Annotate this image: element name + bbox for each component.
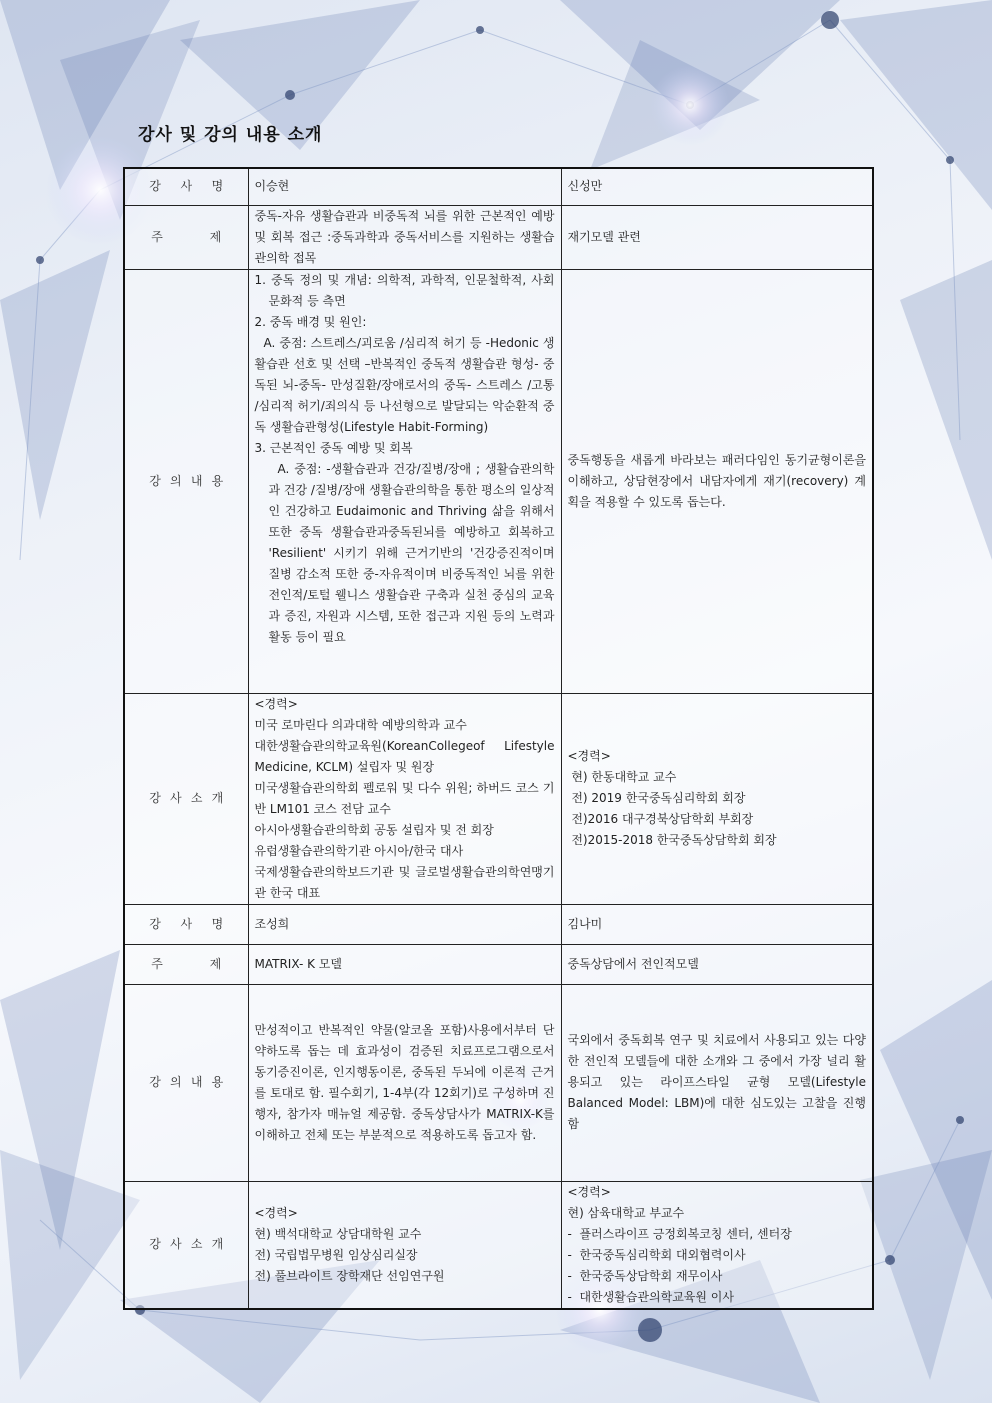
label-cell bbox=[124, 205, 248, 269]
table-row bbox=[124, 269, 873, 693]
content-item-2: 2. 중독 배경 및 원인: bbox=[254, 314, 367, 329]
intro-a bbox=[248, 1181, 561, 1309]
intro-line: <경력> bbox=[254, 696, 298, 711]
intro-line: 전) 풀브라이트 장학재단 선임연구원 bbox=[254, 1268, 445, 1283]
intro-line: 국제생활습관의학보드기관 및 글로벌생활습관의학연맹기관 한국 대표 bbox=[254, 864, 555, 900]
intro-label: 강 사 소 개 bbox=[149, 1237, 224, 1252]
intro-line: <경력> bbox=[254, 1205, 298, 1220]
label-cell bbox=[124, 944, 248, 984]
label-cell bbox=[124, 168, 248, 205]
table-row bbox=[124, 168, 873, 205]
topic-label: 주 제 bbox=[151, 956, 222, 971]
topic-b: 재기모델 관련 bbox=[561, 205, 873, 269]
intro-line: 미국생활습관의학회 펠로워 및 다수 위원; 하버드 코스 기반 LM101 코스 전담 교수 bbox=[254, 780, 555, 816]
intro-line: 현) 한동대학교 교수 bbox=[567, 770, 677, 784]
intro-b bbox=[561, 1181, 873, 1309]
intro-line: 전)2016 대구경북상담학회 부회장 bbox=[567, 812, 754, 826]
intro-line: 현) 백석대학교 상담대학원 교수 bbox=[254, 1226, 422, 1241]
content-b: 국외에서 중독회복 연구 및 치료에서 사용되고 있는 다양한 전인적 모델들에 대한 소개와 그 중에서 가장 널리 활용되고 있는 라이프스타일 균형 모델(Lifestyle Balanced Model: LBM)에 대한 심도있는 고찰을 진행함 bbox=[561, 984, 873, 1181]
label-cell bbox=[124, 904, 248, 944]
instructor-a: 조성희 bbox=[248, 904, 561, 944]
table-row bbox=[124, 693, 873, 904]
topic-a: 중독-자유 생활습관과 비중독적 뇌를 위한 근본적인 예방 및 회복 접근 :중독과학과 중독서비스를 지원하는 생활습관의학 접목 bbox=[248, 205, 561, 269]
content-item-2-body: A. 중점: 스트레스/괴로움 /심리적 허기 등 -Hedonic 생활습관 선호 및 선택 –반복적인 중독적 생활습관 형성- 중독된 뇌-중독- 만성질환/장애로서의 중독- 스트레스 /고통 /심리적 허기/죄의식 등 나선형으로 발달되는 악순환적 중독 생활습관형성(Lifestyle Habit-Forming) bbox=[254, 335, 555, 434]
content-a: 만성적이고 반복적인 약물(알코올 포함)사용에서부터 단약하도록 돕는 데 효과성이 검증된 치료프로그램으로서 동기증진이론, 인지행동이론, 중독된 두뇌에 이론적 근거를 토대로 함. 필수회기, 1-4부(각 12회기)로 구성하며 진행자, 참가자 매뉴얼 제공함. 중독상담사가 MATRIX-K를 이해하고 전체 또는 부분적으로 적용하도록 돕고자 함. bbox=[248, 984, 561, 1181]
intro-line: - 플러스라이프 긍정회복코칭 센터, 센터장 bbox=[567, 1226, 792, 1241]
instructor-b: 김나미 bbox=[561, 904, 873, 944]
content-label: 강 의 내 용 bbox=[149, 1075, 224, 1089]
label-cell bbox=[124, 1181, 248, 1309]
intro-line: 전)2015-2018 한국중독상담학회 회장 bbox=[567, 833, 777, 847]
intro-line: - 대한생활습관의학교육원 이사 bbox=[567, 1289, 734, 1304]
table-row bbox=[124, 984, 873, 1181]
instructor-b: 신성만 bbox=[561, 168, 873, 205]
instructor-a: 이승현 bbox=[248, 168, 561, 205]
table-row bbox=[124, 1181, 873, 1309]
intro-line: 유럽생활습관의학기관 아시아/한국 대사 bbox=[254, 843, 464, 858]
intro-line: 대한생활습관의학교육원(KoreanCollegeof Lifestyle Medicine, KCLM) 설립자 및 원장 bbox=[254, 738, 555, 774]
instructor-label: 강 사 명 bbox=[149, 916, 224, 931]
intro-line: - 한국중독심리학회 대외협력이사 bbox=[567, 1247, 746, 1262]
label-cell bbox=[124, 269, 248, 693]
intro-line: <경력> bbox=[567, 1184, 611, 1199]
content-item-3: 3. 근본적인 중독 예방 및 회복 bbox=[254, 440, 413, 455]
intro-line: 미국 로마린다 의과대학 예방의학과 교수 bbox=[254, 717, 467, 732]
intro-line: <경력> bbox=[567, 749, 611, 763]
table-row bbox=[124, 904, 873, 944]
label-cell bbox=[124, 984, 248, 1181]
content-item-3-body: A. 중점: -생활습관과 건강/질병/장애 ; 생활습관의학과 건강 /질병/장애 생활습관의학을 통한 평소의 일상적인 건강하고 Eudaimonic and Thriving 삶을 위해서 또한 중독 생활습관과중독된뇌를 예방하고 회복하고 'Resilient' 시키기 위해 근거기반의 '건강증진적이며 질병 감소적 또한 중-자유적이며 비중독적인 뇌를 위한 전인적/토털 웰니스 생활습관 구축과 실천 중심의 교육과 증진, 자원과 시스템, 또한 접근과 지원 등의 노력과 활동 등이 필요 bbox=[268, 461, 555, 644]
topic-b: 중독상담에서 전인적모델 bbox=[561, 944, 873, 984]
table-row bbox=[124, 944, 873, 984]
intro-line: - 한국중독상담학회 재무이사 bbox=[567, 1268, 723, 1283]
intro-line: 전) 2019 한국중독심리학회 회장 bbox=[567, 791, 746, 805]
intro-a bbox=[248, 693, 561, 904]
intro-line: 현) 삼육대학교 부교수 bbox=[567, 1205, 685, 1220]
topic-a: MATRIX- K 모델 bbox=[248, 944, 561, 984]
content-label: 강 의 내 용 bbox=[149, 473, 224, 488]
label-cell bbox=[124, 693, 248, 904]
intro-label: 강 사 소 개 bbox=[149, 791, 224, 805]
instructor-label: 강 사 명 bbox=[149, 179, 224, 194]
page-title: 강사 및 강의 내용 소개 bbox=[138, 125, 323, 145]
intro-line: 아시아생활습관의학회 공동 설립자 및 전 회장 bbox=[254, 822, 494, 837]
content-b: 중독행동을 새롭게 바라보는 패러다임인 동기균형이론을 이해하고, 상담현장에서 내담자에게 재기(recovery) 계획을 적용할 수 있도록 돕는다. bbox=[561, 269, 873, 693]
table-row bbox=[124, 205, 873, 269]
intro-b bbox=[561, 693, 873, 904]
content-item-1: 1. 중독 정의 및 개념: 의학적, 과학적, 인문철학적, 사회문화적 등 측면 bbox=[254, 272, 555, 308]
topic-label: 주 제 bbox=[151, 229, 222, 244]
intro-line: 전) 국립법무병원 임상심리실장 bbox=[254, 1247, 418, 1262]
content-a bbox=[248, 269, 561, 693]
lecture-info-table bbox=[123, 167, 874, 1310]
